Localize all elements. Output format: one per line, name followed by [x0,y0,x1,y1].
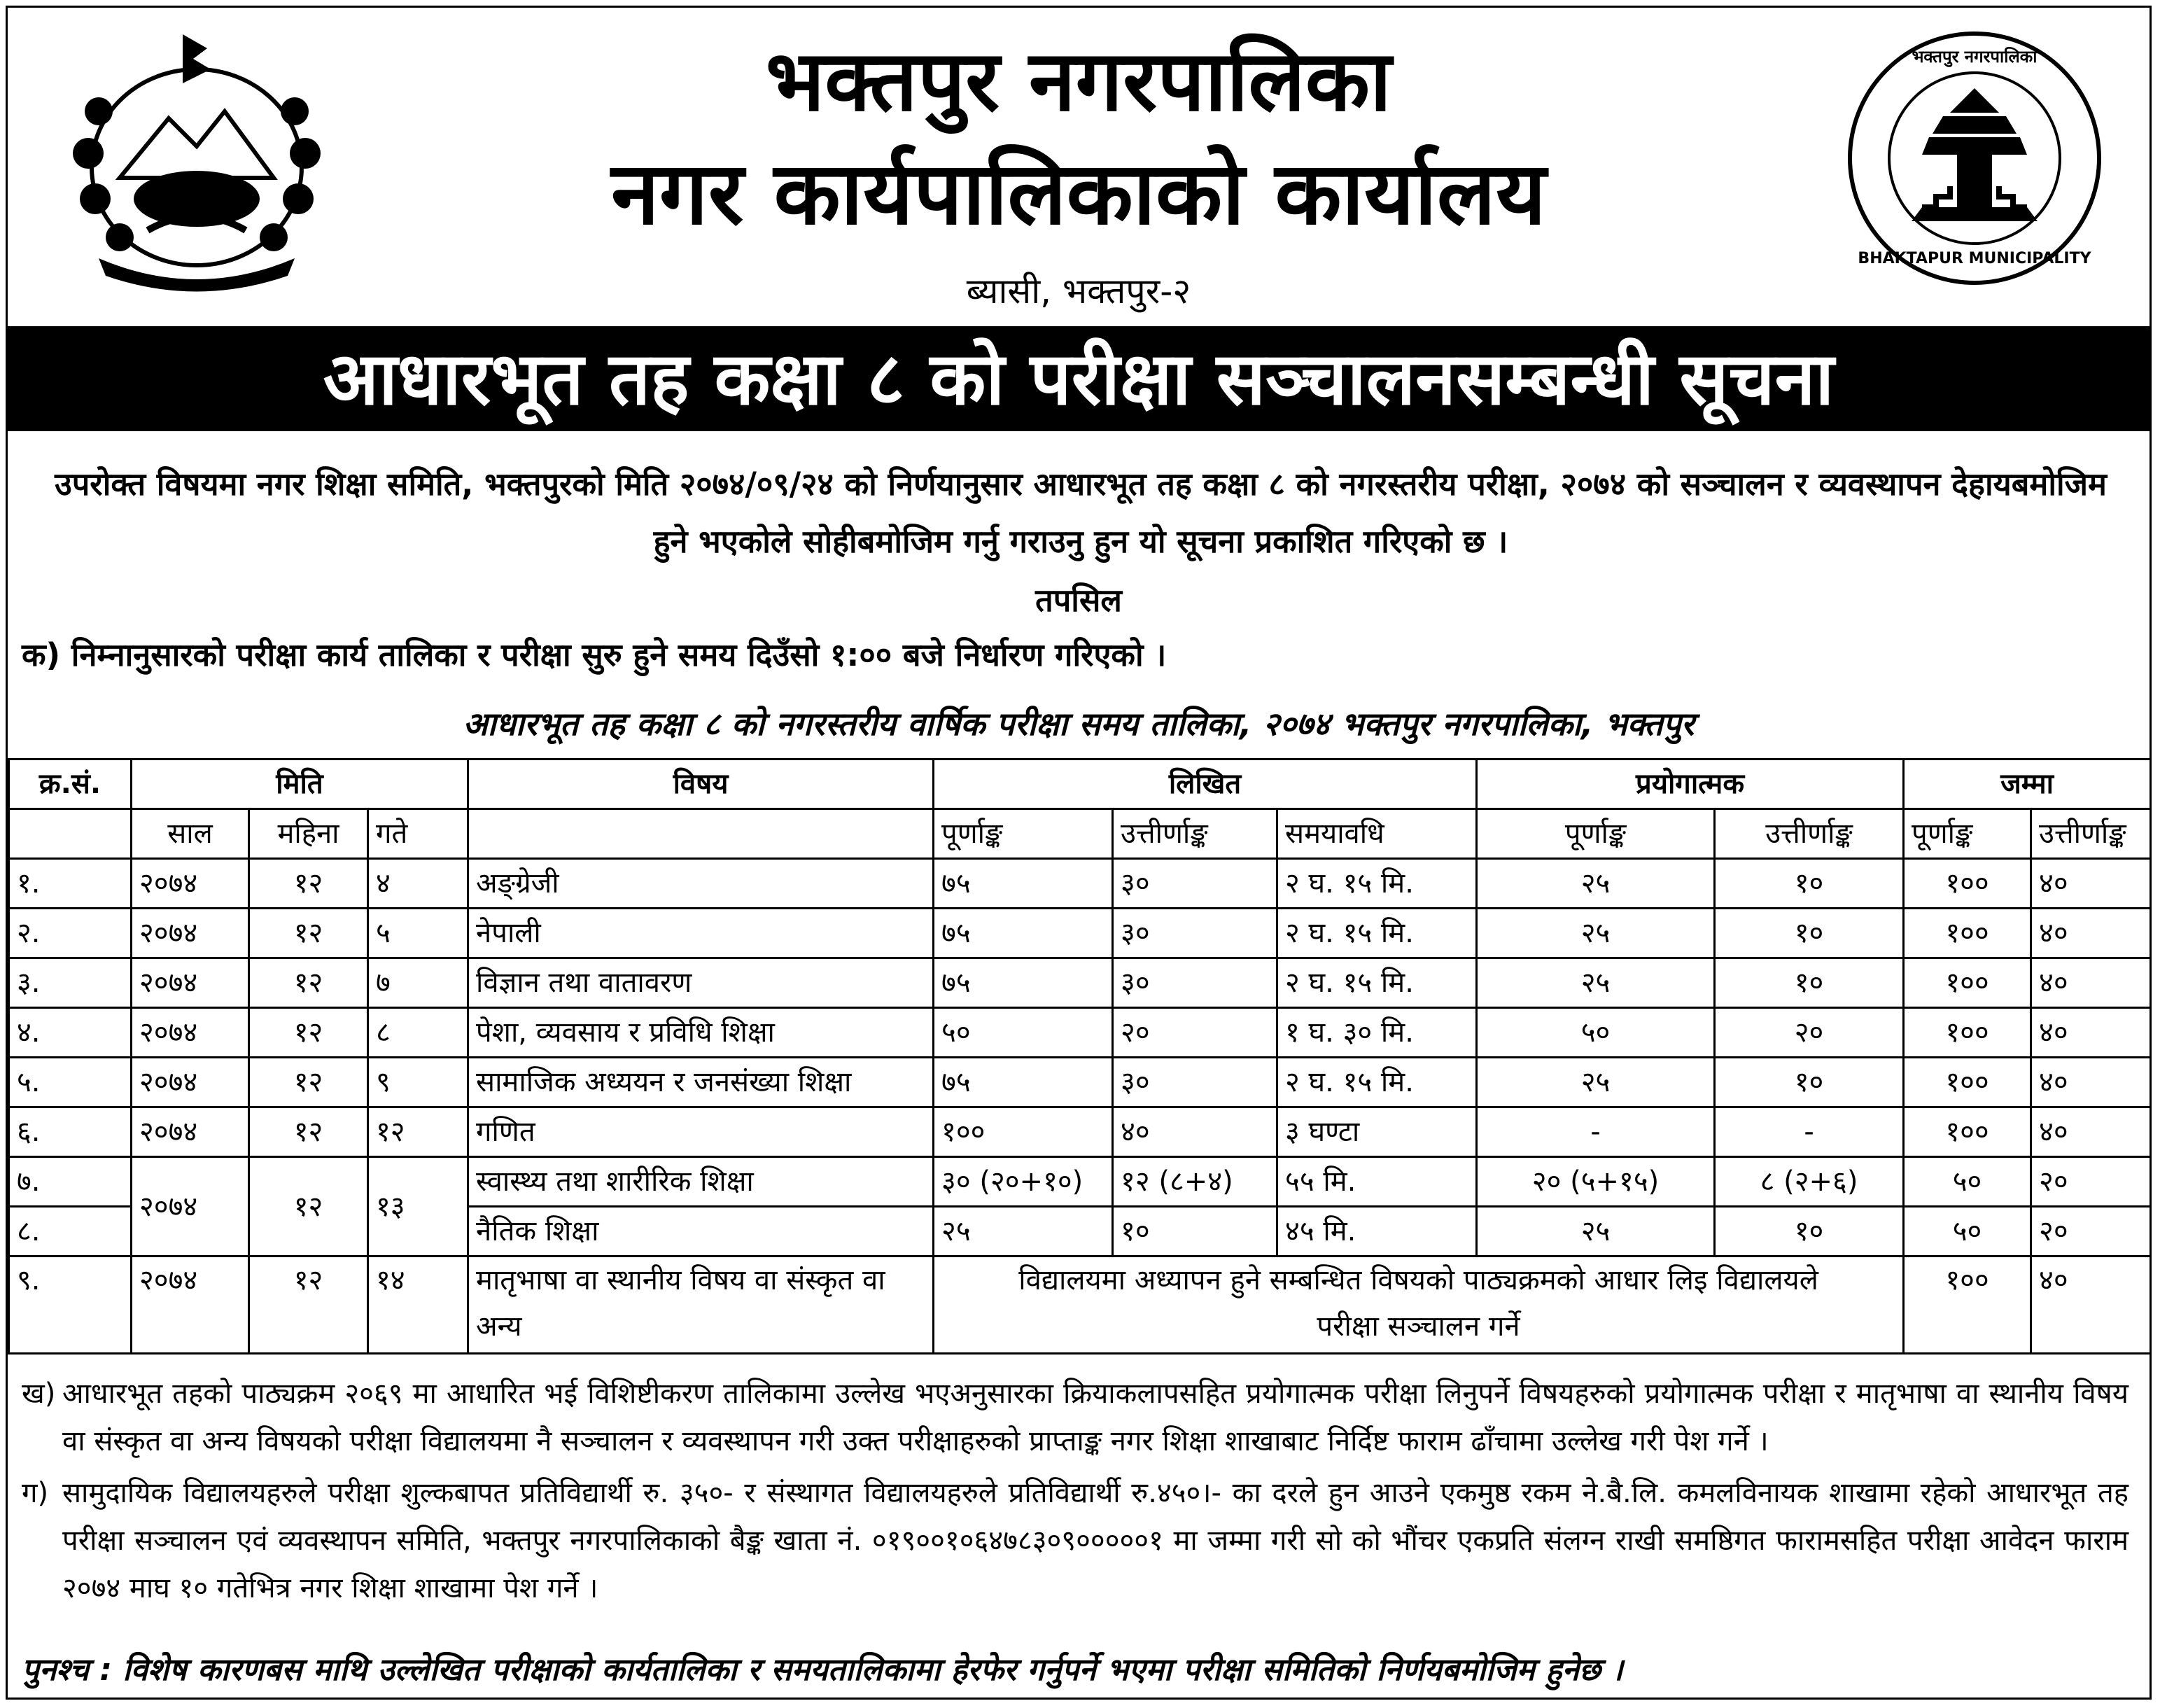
cell-day: ८ [368,1008,468,1058]
cell-written-full: ५० [934,1008,1113,1058]
schedule-heading: तपसिल [1035,582,1122,619]
cell-total-pass: ४० [2031,1107,2151,1157]
notice-heading: आधारभूत तह कक्षा ८ को परीक्षा सञ्चालनसम्बन्धी सूचना [8,326,2150,431]
cell-subject: गणित [468,1107,934,1157]
merged-note-line-1: विद्यालयमा अध्यापन हुने सम्बन्धित विषयको पाठ्यक्रमको आधार लिइ विद्यालयले [1018,1264,1818,1296]
cell-month: १२ [249,1157,368,1256]
subhead-written-pass: उत्तीर्णाङ्क [1113,809,1277,859]
cell-total-full: १०० [1904,1008,2031,1058]
point-ga-label: ग) [22,1477,49,1509]
cell-practical-pass: १० [1715,1207,1904,1256]
cell-duration: ४५ मि. [1277,1207,1477,1256]
cell-written-full: ७५ [934,958,1113,1008]
cell-practical-pass: १० [1715,909,1904,958]
cell-written-pass: १० [1113,1207,1277,1256]
cell-practical-full: २५ [1477,1058,1715,1107]
point-kha [22,1370,2129,1465]
table-row [9,1058,2151,1107]
cell-written-full: ७५ [934,859,1113,909]
table-row [9,1256,2151,1354]
merged-note-line-2: परीक्षा सञ्चालन गर्ने [1317,1310,1520,1343]
cell-subject: नैतिक शिक्षा [468,1207,934,1256]
cell-day: ७ [368,958,468,1008]
cell-year: २०७४ [132,1157,249,1256]
subhead-total-pass: उत्तीर्णाङ्क [2031,809,2151,859]
cell-practical-full: २५ [1477,958,1715,1008]
cell-written-pass: २० [1113,1008,1277,1058]
subhead-empty [9,809,132,859]
cell-total-full: ५० [1904,1207,2031,1256]
point-kha-label: ख) [22,1378,56,1410]
cell-practical-full: - [1477,1107,1715,1157]
cell-year: २०७४ [132,1107,249,1157]
table-row [9,1107,2151,1157]
cell-written-pass: ३० [1113,958,1277,1008]
cell-total-full: १०० [1904,958,2031,1008]
cell-day: ४ [368,859,468,909]
cell-sn: ७. [9,1157,132,1207]
cell-duration: २ घ. १५ मि. [1277,1058,1477,1107]
office-name: नगर कार्यपालिकाको कार्यालय [611,144,1546,244]
cell-sn: ६. [9,1107,132,1157]
cell-total-pass: २० [2031,1157,2151,1207]
cell-practical-pass: ८ (२+६) [1715,1157,1904,1207]
cell-practical-pass: १० [1715,958,1904,1008]
cell-sn: १. [9,859,132,909]
svg-text:BHAKTAPUR MUNICIPALITY: BHAKTAPUR MUNICIPALITY [1858,250,2091,267]
table-row [9,1008,2151,1058]
subhead-written-full: पूर्णाङ्क [934,809,1113,859]
additional-points [22,1370,2129,1616]
cell-subject: स्वास्थ्य तथा शारीरिक शिक्षा [468,1157,934,1207]
cell-written-pass: १२ (८+४) [1113,1157,1277,1207]
office-address: ब्यासी, भक्तपुर-२ [966,271,1191,312]
cell-practical-pass: २० [1715,1008,1904,1058]
intro-paragraph: उपरोक्त विषयमा नगर शिक्षा समिति, भक्तपुरको मिति २०७४/०९/२४ को निर्णयानुसार आधारभूत तह कक्षा ८ को नगरस्तरीय परीक्षा, २०७४ को सञ्चालन र व्यवस्थापन देहायबमोजिम हुने भएकोले सोहीबमोजिम गर्नु गराउनु हुन यो सूचना प्रकाशित गरिएको छ । [55,465,2107,560]
cell-sn: ८. [9,1207,132,1256]
table-row [9,1157,2151,1207]
table-caption: आधारभूत तह कक्षा ८ को नगरस्तरीय वार्षिक परीक्षा समय तालिका, २०७४ भक्तपुर नगरपालिका, भक्तपुर [463,705,1695,743]
cell-duration: ३ घण्टा [1277,1107,1477,1157]
svg-text:भक्तपुर नगरपालिका: भक्तपुर नगरपालिका [1912,47,2038,66]
cell-total-full: १०० [1904,909,2031,958]
cell-day: १२ [368,1107,468,1157]
table-row [9,958,2151,1008]
cell-total-pass: ४० [2031,1256,2151,1354]
cell-total-full: १०० [1904,1058,2031,1107]
cell-practical-pass: १० [1715,1058,1904,1107]
cell-total-pass: ४० [2031,1058,2151,1107]
cell-year: २०७४ [132,1008,249,1058]
subhead-empty [468,809,934,859]
col-written: लिखित [934,760,1477,809]
cell-written-full: ३० (२०+१०) [934,1157,1113,1207]
cell-total-pass: ४० [2031,909,2151,958]
cell-school-conducted-note [934,1256,1904,1354]
cell-subject: सामाजिक अध्ययन र जनसंख्या शिक्षा [468,1058,934,1107]
cell-total-full: १०० [1904,859,2031,909]
subhead-year: साल [132,809,249,859]
cell-written-full: २५ [934,1207,1113,1256]
cell-sn: ९. [9,1256,132,1354]
cell-month: १२ [249,958,368,1008]
cell-written-full: ७५ [934,909,1113,958]
exam-schedule-table [8,758,2152,1354]
cell-written-pass: ४० [1113,1107,1277,1157]
point-ga-text: सामुदायिक विद्यालयहरुले परीक्षा शुल्कबापत प्रतिविद्यार्थी रु. ३५०- र संस्थागत विद्यालयहरुले प्रतिविद्यार्थी रु.४५०।- का दरले हुन आउने एकमुष्ठ रकम ने.बै.लि. कमलविनायक शाखामा रहेको आधारभूत तह परीक्षा सञ्चालन एवं व्यवस्थापन समिति, भक्तपुर नगरपालिकाको बैङ्क खाता नं. ०१९००१०६४७८३०९०००००१ मा जम्मा गरी सो को भौंचर एकप्रति संलग्न राखी समष्ठिगत फारामसहित परीक्षा आवेदन फाराम २०७४ माघ १० गतेभित्र नगर शिक्षा शाखामा पेश गर्ने । [62,1477,2129,1604]
cell-practical-full: २० (५+१५) [1477,1157,1715,1207]
cell-month: १२ [249,859,368,909]
cell-duration: ५५ मि. [1277,1157,1477,1207]
cell-practical-full: २५ [1477,909,1715,958]
cell-subject: अङ्ग्रेजी [468,859,934,909]
subhead-month: महिना [249,809,368,859]
cell-year: २०७४ [132,859,249,909]
cell-subject: मातृभाषा वा स्थानीय विषय वा संस्कृत वा अन्य [468,1256,934,1354]
col-sn: क्र.सं. [9,760,132,809]
cell-year: २०७४ [132,958,249,1008]
cell-duration: २ घ. १५ मि. [1277,909,1477,958]
cell-day: ५ [368,909,468,958]
cell-written-full: ७५ [934,1058,1113,1107]
cell-year: २०७४ [132,1256,249,1354]
cell-total-pass: ४० [2031,859,2151,909]
cell-sn: २. [9,909,132,958]
cell-total-full: ५० [1904,1157,2031,1207]
cell-year: २०७४ [132,909,249,958]
cell-sn: ३. [9,958,132,1008]
cell-day: १४ [368,1256,468,1354]
cell-written-pass: ३० [1113,1058,1277,1107]
cell-duration: १ घ. ३० मि. [1277,1008,1477,1058]
cell-subject: विज्ञान तथा वातावरण [468,958,934,1008]
org-name: भक्तपुर नगरपालिका [765,33,1392,130]
cell-month: १२ [249,1256,368,1354]
col-subject: विषय [468,760,934,809]
cell-practical-pass: - [1715,1107,1904,1157]
point-ga [22,1469,2129,1612]
cell-practical-pass: १० [1715,859,1904,909]
cell-total-pass: २० [2031,1207,2151,1256]
cell-written-full: १०० [934,1107,1113,1157]
subhead-total-full: पूर्णाङ्क [1904,809,2031,859]
cell-sn: ५. [9,1058,132,1107]
cell-written-pass: ३० [1113,909,1277,958]
letterhead [8,8,2150,326]
table-row [9,859,2151,909]
cell-practical-full: २५ [1477,1207,1715,1256]
point-kha-text: आधारभूत तहको पाठ्यक्रम २०६९ मा आधारित भई विशिष्टीकरण तालिकामा उल्लेख भएअनुसारका क्रियाकलापसहित प्रयोगात्मक परीक्षा लिनुपर्ने विषयहरुको प्रयोगात्मक परीक्षा र मातृभाषा वा स्थानीय विषय वा संस्कृत वा अन्य विषयको परीक्षा विद्यालयमा नै सञ्चालन र व्यवस्थापन गरी उक्त परीक्षाहरुको प्राप्ताङ्क नगर शिक्षा शाखाबाट निर्दिष्ट फाराम ढाँचामा उल्लेख गरी पेश गर्ने । [62,1378,2129,1457]
table-row [9,909,2151,958]
cell-subject: पेशा, व्यवसाय र प्रविधि शिक्षा [468,1008,934,1058]
cell-month: १२ [249,1107,368,1157]
subhead-day: गते [368,809,468,859]
cell-subject: नेपाली [468,909,934,958]
cell-total-full: १०० [1904,1256,2031,1354]
col-date: मिति [132,760,468,809]
cell-duration: २ घ. १५ मि. [1277,859,1477,909]
municipality-seal-icon [1845,29,2104,288]
point-ka: क) निम्नानुसारको परीक्षा कार्य तालिका र परीक्षा सुरु हुने समय दिउँसो १:०० बजे निर्धारण गरिएको । [22,636,1167,673]
col-practical: प्रयोगात्मक [1477,760,1904,809]
cell-duration: २ घ. १५ मि. [1277,958,1477,1008]
cell-month: १२ [249,1058,368,1107]
cell-practical-full: २५ [1477,859,1715,909]
cell-practical-full: ५० [1477,1008,1715,1058]
cell-written-pass: ३० [1113,859,1277,909]
cell-month: १२ [249,909,368,958]
subhead-practical-full: पूर्णाङ्क [1477,809,1715,859]
cell-day: ९ [368,1058,468,1107]
cell-total-pass: ४० [2031,958,2151,1008]
cell-total-full: १०० [1904,1107,2031,1157]
cell-day: १३ [368,1157,468,1256]
cell-year: २०७४ [132,1058,249,1107]
notice-page [6,6,2152,1700]
col-total: जम्मा [1904,760,2151,809]
postscript-note: पुनश्च : विशेष कारणबस माथि उल्लेखित परीक्षाको कार्यतालिका र समयतालिकामा हेरफेर गर्नुपर्ने भएमा परीक्षा समितिको निर्णयबमोजिम हुनेछ । [22,1652,1623,1688]
subhead-practical-pass: उत्तीर्णाङ्क [1715,809,1904,859]
cell-sn: ४. [9,1008,132,1058]
cell-month: १२ [249,1008,368,1058]
subhead-duration: समयावधि [1277,809,1477,859]
cell-total-pass: ४० [2031,1008,2151,1058]
